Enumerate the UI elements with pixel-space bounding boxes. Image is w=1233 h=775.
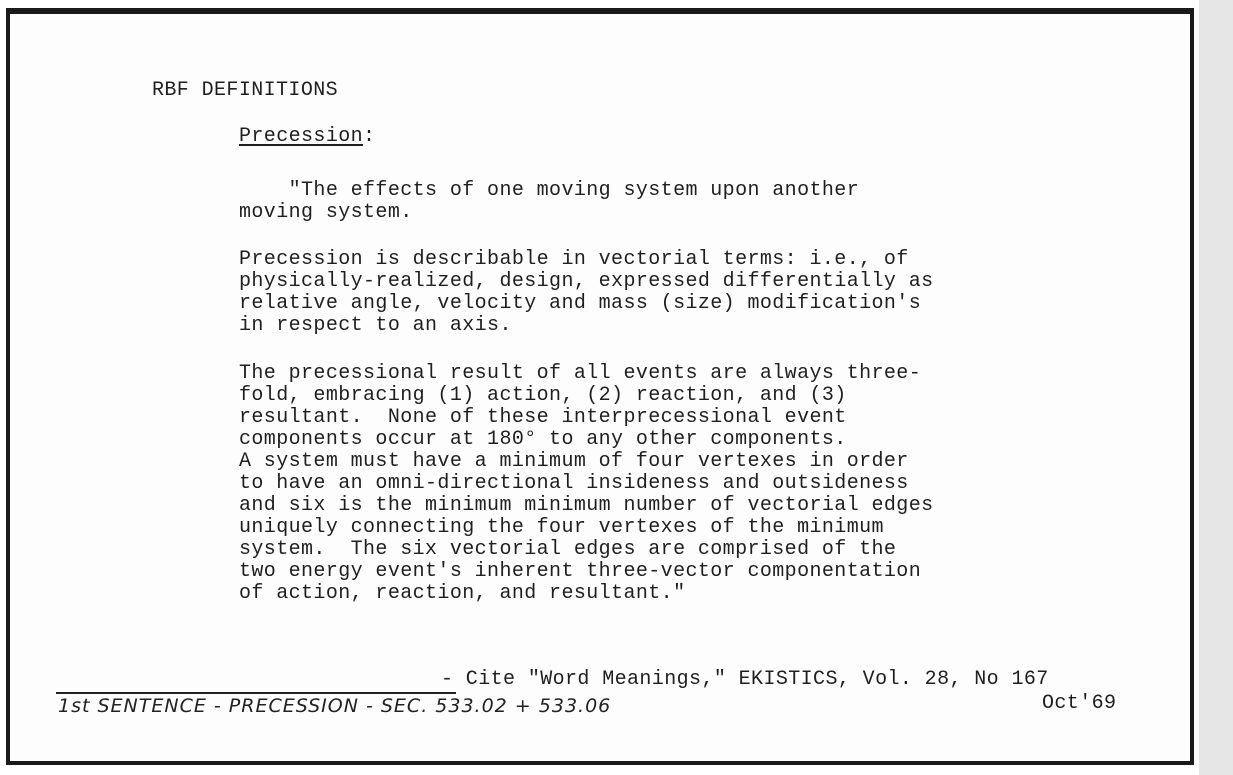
paragraph-3-line: uniquely connecting the four vertexes of the minimum — [239, 516, 884, 539]
term-colon: : — [363, 125, 376, 148]
paragraph-3-line: The precessional result of all events are always three- — [239, 362, 922, 385]
page-edge — [1199, 0, 1233, 775]
paragraph-1-line: "The effects of one moving system upon another — [239, 179, 860, 202]
paragraph-3-line: components occur at 180° to any other components. — [239, 428, 847, 451]
paragraph-3-line: to have an omni-directional insideness and outsideness — [239, 472, 909, 495]
handwritten-note: 1st SENTENCE - PRECESSION - SEC. 533.02 + 533.06 — [58, 695, 612, 717]
citation: - Cite "Word Meanings," EKISTICS, Vol. 28, No 167 — [441, 668, 1049, 691]
term-label: Precession — [239, 125, 364, 148]
paragraph-3-line: system. The six vectorial edges are comprised of the — [239, 538, 897, 561]
definition-card — [6, 8, 1194, 765]
heading: RBF DEFINITIONS — [152, 79, 339, 102]
term-heading — [239, 126, 375, 148]
paragraph-3-line: and six is the minimum minimum number of vectorial edges — [239, 494, 934, 517]
handwritten-underline — [56, 692, 456, 694]
citation-date: Oct'69 — [1042, 692, 1117, 715]
paragraph-2-line: relative angle, velocity and mass (size) modification's — [239, 292, 922, 315]
paragraph-3-line: of action, reaction, and resultant." — [239, 582, 686, 605]
paragraph-3-line: resultant. None of these interprecessional event — [239, 406, 847, 429]
paragraph-3-line: A system must have a minimum of four vertexes in order — [239, 450, 909, 473]
paragraph-2-line: Precession is describable in vectorial terms: i.e., of — [239, 248, 909, 271]
paragraph-2-line: in respect to an axis. — [239, 314, 512, 337]
paragraph-2-line: physically-realized, design, expressed differentially as — [239, 270, 934, 293]
paragraph-3-line: fold, embracing (1) action, (2) reaction, and (3) — [239, 384, 847, 407]
paragraph-3-line: two energy event's inherent three-vector componentation — [239, 560, 922, 583]
paragraph-1-line: moving system. — [239, 201, 413, 224]
